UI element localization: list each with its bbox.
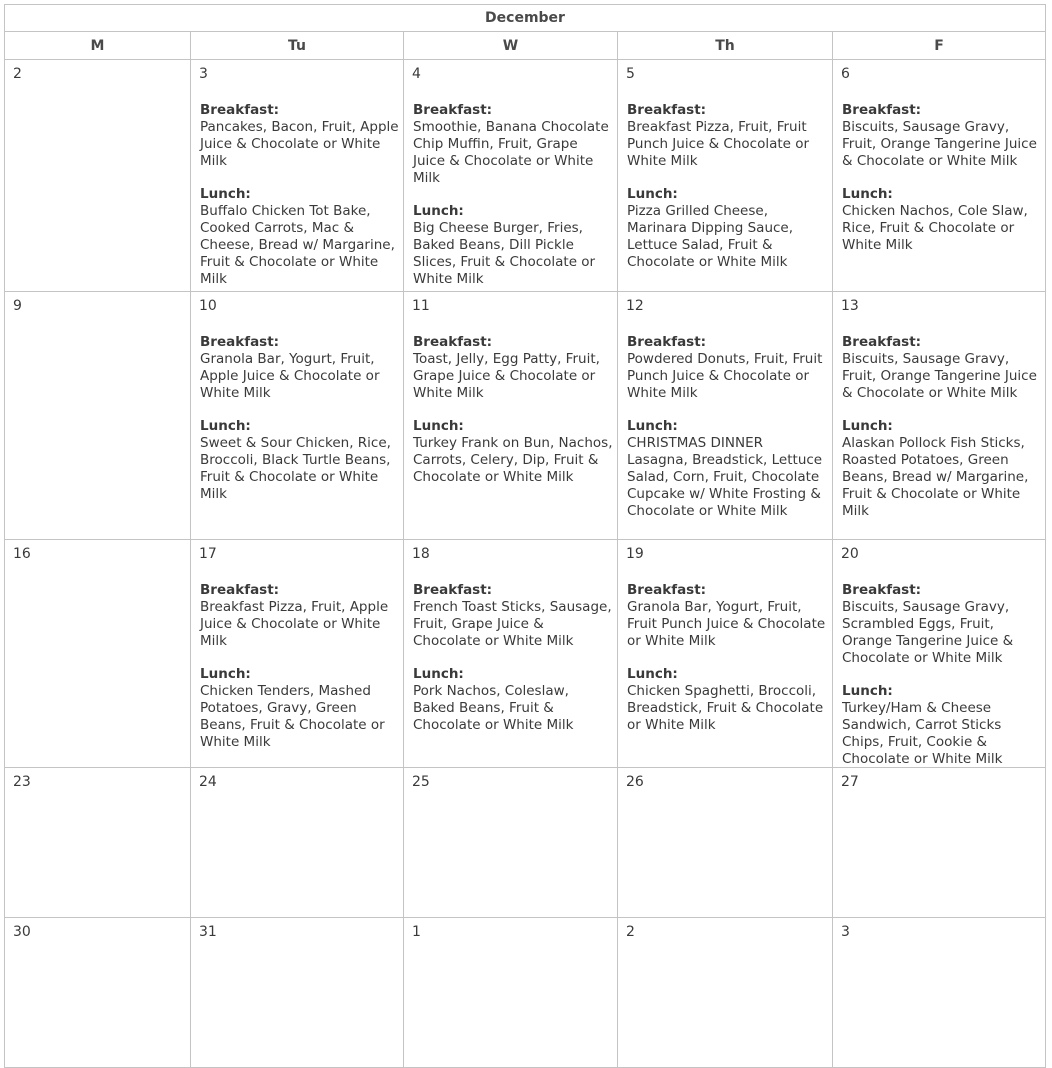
weekday-header-tu: Tu: [191, 32, 404, 60]
day-number: 17: [199, 546, 217, 562]
breakfast-items: Powdered Donuts, Fruit, Fruit Punch Juice & Chocolate or White Milk: [627, 351, 823, 401]
day-number: 2: [626, 924, 635, 940]
breakfast-section: [413, 102, 613, 187]
lunch-label: Lunch:: [627, 186, 678, 202]
breakfast-items: Breakfast Pizza, Fruit, Apple Juice & Chocolate or White Milk: [200, 599, 389, 649]
lunch-items: Alaskan Pollock Fish Sticks, Roasted Potatoes, Green Beans, Bread w/ Margarine, Fruit & Chocolate or White Milk: [842, 435, 1029, 519]
menu: [200, 582, 399, 767]
menu: [842, 334, 1041, 536]
day-number: 3: [841, 924, 850, 940]
breakfast-section: [413, 582, 613, 650]
breakfast-section: [627, 582, 828, 650]
lunch-section: [627, 418, 828, 520]
breakfast-label: Breakfast:: [842, 102, 922, 118]
day-cell: [404, 292, 618, 540]
weekday-header-th: Th: [618, 32, 833, 60]
lunch-section: [842, 683, 1041, 768]
breakfast-items: Biscuits, Sausage Gravy, Fruit, Orange Tangerine Juice & Chocolate or White Milk: [842, 119, 1037, 169]
breakfast-label: Breakfast:: [200, 334, 280, 350]
day-number: 19: [626, 546, 644, 562]
lunch-section: [413, 418, 613, 486]
breakfast-label: Breakfast:: [842, 334, 922, 350]
breakfast-items: Smoothie, Banana Chocolate Chip Muffin, Fruit, Grape Juice & Chocolate or White Milk: [413, 119, 609, 186]
lunch-label: Lunch:: [627, 666, 678, 682]
day-number: 23: [13, 774, 31, 790]
breakfast-label: Breakfast:: [627, 102, 707, 118]
lunch-items: Sweet & Sour Chicken, Rice, Broccoli, Black Turtle Beans, Fruit & Chocolate or White Milk: [200, 435, 391, 502]
day-number: 25: [412, 774, 430, 790]
day-cell: [404, 918, 618, 1068]
breakfast-section: [200, 334, 399, 402]
day-cell: [618, 918, 833, 1068]
breakfast-label: Breakfast:: [413, 582, 493, 598]
day-cell: [404, 768, 618, 918]
day-cell: [191, 768, 404, 918]
day-cell: [404, 60, 618, 292]
day-cell: [4, 540, 191, 768]
breakfast-label: Breakfast:: [200, 102, 280, 118]
day-cell: [618, 292, 833, 540]
lunch-section: [627, 186, 828, 271]
day-cell: [4, 768, 191, 918]
day-number: 6: [841, 66, 850, 82]
day-cell: [191, 540, 404, 768]
lunch-label: Lunch:: [200, 666, 251, 682]
day-cell: [4, 60, 191, 292]
breakfast-section: [413, 334, 613, 402]
breakfast-label: Breakfast:: [413, 102, 493, 118]
weekday-header-w: W: [404, 32, 618, 60]
menu: [627, 102, 828, 287]
day-cell: [618, 768, 833, 918]
day-number: 31: [199, 924, 217, 940]
day-cell: [618, 540, 833, 768]
breakfast-items: Granola Bar, Yogurt, Fruit, Fruit Punch Juice & Chocolate or White Milk: [627, 599, 826, 649]
lunch-label: Lunch:: [200, 418, 251, 434]
lunch-items: Chicken Nachos, Cole Slaw, Rice, Fruit & Chocolate or White Milk: [842, 203, 1028, 253]
menu: [413, 582, 613, 750]
lunch-label: Lunch:: [413, 418, 464, 434]
lunch-section: [842, 418, 1041, 520]
breakfast-items: Granola Bar, Yogurt, Fruit, Apple Juice & Chocolate or White Milk: [200, 351, 380, 401]
lunch-label: Lunch:: [842, 683, 893, 699]
lunch-section: [413, 666, 613, 734]
menu: [413, 334, 613, 502]
day-cell: [833, 918, 1046, 1068]
breakfast-section: [627, 102, 828, 170]
breakfast-items: Toast, Jelly, Egg Patty, Fruit, Grape Juice & Chocolate or White Milk: [413, 351, 600, 401]
lunch-section: [200, 186, 399, 288]
breakfast-label: Breakfast:: [627, 582, 707, 598]
lunch-items: Pizza Grilled Cheese, Marinara Dipping Sauce, Lettuce Salad, Fruit & Chocolate or White Milk: [627, 203, 794, 270]
day-number: 10: [199, 298, 217, 314]
breakfast-section: [842, 582, 1041, 667]
lunch-items: Chicken Spaghetti, Broccoli, Breadstick, Fruit & Chocolate or White Milk: [627, 683, 824, 733]
breakfast-label: Breakfast:: [627, 334, 707, 350]
day-cell: [404, 540, 618, 768]
day-cell: [191, 918, 404, 1068]
lunch-items: Pork Nachos, Coleslaw, Baked Beans, Fruit & Chocolate or White Milk: [413, 683, 574, 733]
lunch-label: Lunch:: [842, 418, 893, 434]
weekday-header-f: F: [833, 32, 1046, 60]
day-cell: [833, 292, 1046, 540]
menu: [627, 334, 828, 536]
day-number: 3: [199, 66, 208, 82]
day-number: 24: [199, 774, 217, 790]
day-cell: [833, 540, 1046, 768]
lunch-label: Lunch:: [842, 186, 893, 202]
day-number: 27: [841, 774, 859, 790]
day-number: 12: [626, 298, 644, 314]
lunch-items: Chicken Tenders, Mashed Potatoes, Gravy, Green Beans, Fruit & Chocolate or White Milk: [200, 683, 385, 750]
day-cell: [4, 918, 191, 1068]
breakfast-label: Breakfast:: [842, 582, 922, 598]
lunch-items: Buffalo Chicken Tot Bake, Cooked Carrots, Mac & Cheese, Bread w/ Margarine, Fruit & Chocolate or White Milk: [200, 203, 395, 287]
weekday-header-m: M: [4, 32, 191, 60]
day-cell: [833, 60, 1046, 292]
menu: [200, 102, 399, 304]
lunch-section: [413, 203, 613, 288]
menu: [413, 102, 613, 304]
lunch-items: CHRISTMAS DINNER Lasagna, Breadstick, Lettuce Salad, Corn, Fruit, Chocolate Cupcake w/ White Frosting & Chocolate or White Milk: [627, 435, 823, 519]
lunch-section: [842, 186, 1041, 254]
month-title: December: [4, 4, 1046, 32]
lunch-items: Turkey/Ham & Cheese Sandwich, Carrot Sticks Chips, Fruit, Cookie & Chocolate or White Milk: [842, 700, 1003, 767]
lunch-label: Lunch:: [200, 186, 251, 202]
day-cell: [4, 292, 191, 540]
lunch-section: [200, 666, 399, 751]
breakfast-items: French Toast Sticks, Sausage, Fruit, Grape Juice & Chocolate or White Milk: [413, 599, 612, 649]
day-number: 5: [626, 66, 635, 82]
breakfast-items: Breakfast Pizza, Fruit, Fruit Punch Juice & Chocolate or White Milk: [627, 119, 810, 169]
lunch-section: [200, 418, 399, 503]
day-number: 1: [412, 924, 421, 940]
breakfast-label: Breakfast:: [200, 582, 280, 598]
lunch-items: Turkey Frank on Bun, Nachos, Carrots, Celery, Dip, Fruit & Chocolate or White Milk: [413, 435, 613, 485]
day-number: 13: [841, 298, 859, 314]
menu: [842, 582, 1041, 784]
calendar: [4, 4, 1046, 1068]
day-number: 20: [841, 546, 859, 562]
breakfast-section: [200, 102, 399, 170]
day-cell: [191, 292, 404, 540]
day-number: 16: [13, 546, 31, 562]
menu: [200, 334, 399, 519]
breakfast-section: [842, 102, 1041, 170]
menu: [627, 582, 828, 750]
breakfast-items: Pancakes, Bacon, Fruit, Apple Juice & Chocolate or White Milk: [200, 119, 399, 169]
day-number: 4: [412, 66, 421, 82]
breakfast-section: [842, 334, 1041, 402]
day-number: 18: [412, 546, 430, 562]
day-number: 26: [626, 774, 644, 790]
day-number: 2: [13, 66, 22, 82]
day-number: 9: [13, 298, 22, 314]
day-cell: [191, 60, 404, 292]
lunch-label: Lunch:: [627, 418, 678, 434]
lunch-section: [627, 666, 828, 734]
lunch-items: Big Cheese Burger, Fries, Baked Beans, Dill Pickle Slices, Fruit & Chocolate or White Milk: [413, 220, 596, 287]
breakfast-items: Biscuits, Sausage Gravy, Fruit, Orange Tangerine Juice & Chocolate or White Milk: [842, 351, 1037, 401]
lunch-label: Lunch:: [413, 203, 464, 219]
breakfast-section: [627, 334, 828, 402]
day-cell: [618, 60, 833, 292]
day-cell: [833, 768, 1046, 918]
breakfast-items: Biscuits, Sausage Gravy, Scrambled Eggs, Fruit, Orange Tangerine Juice & Chocolate or White Milk: [842, 599, 1014, 666]
day-number: 30: [13, 924, 31, 940]
breakfast-section: [200, 582, 399, 650]
menu: [842, 102, 1041, 270]
day-number: 11: [412, 298, 430, 314]
breakfast-label: Breakfast:: [413, 334, 493, 350]
lunch-label: Lunch:: [413, 666, 464, 682]
